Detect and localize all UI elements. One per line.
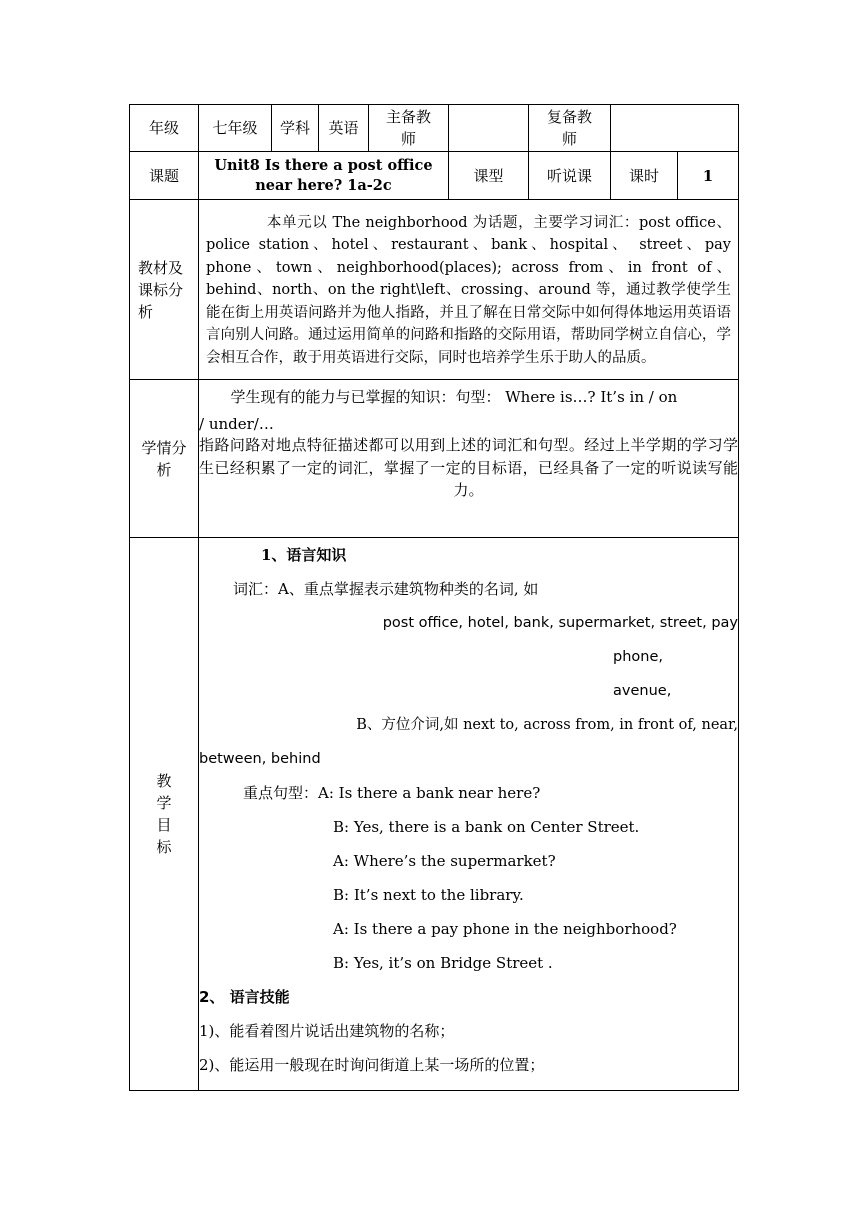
topic-row <box>130 152 739 200</box>
students-line-1: 学生现有的能力与已掌握的知识：句型： Where is…? It’s in / on <box>230 388 678 406</box>
students-row <box>130 380 739 538</box>
vocab-list-3: avenue, <box>613 683 672 699</box>
sentence-1: 重点句型：A: Is there a bank near here? <box>243 784 541 802</box>
skill-2: 2)、能运用一般现在时询问街道上某一场所的位置； <box>199 1056 545 1074</box>
materials-cell <box>199 200 739 380</box>
main-teacher-label: 主备教师 <box>369 105 449 152</box>
students-line-2: / under/… <box>199 415 274 433</box>
goals-label: 教学目标 <box>130 538 199 1091</box>
materials-label: 教材及课标分析 <box>130 200 199 380</box>
vocab-intro: 词汇：A、重点掌握表示建筑物种类的名词, 如 <box>233 580 539 598</box>
subject-value: 英语 <box>319 105 369 152</box>
vocab-list-2: phone, <box>613 649 663 665</box>
main-teacher-value <box>449 105 529 152</box>
students-cell <box>199 380 739 538</box>
period-value: 1 <box>702 166 714 185</box>
grade-label: 年级 <box>130 105 199 152</box>
sentence-4: B: It’s next to the library. <box>333 886 524 904</box>
sentence-2: B: Yes, there is a bank on Center Street. <box>333 818 640 836</box>
vocab-list-1: post office, hotel, bank, supermarket, street, pay <box>382 615 738 631</box>
header-row <box>130 105 739 152</box>
sentence-5: A: Is there a pay phone in the neighborhood? <box>333 920 677 938</box>
goals-row <box>130 538 739 1091</box>
goals-section1-title: 1、语言知识 <box>261 546 347 564</box>
goals-cell <box>199 538 739 1091</box>
review-teacher-value <box>611 105 739 152</box>
materials-text: 本单元以 The neighborhood 为话题，主要学习词汇：post office、police station、hotel、restaurant、bank、hospital、 street、pay phone、town、neighborhood(places); across from、in front of、behind、north、on the right\left、crossing、around 等，通过教学使学生能在街上用英语问路并为他人指路，并且了解在日常交际中如何得体地运用英语语言向别人问路。通过运用简单的问路和指路的交际用语，帮助同学树立自信心，学会相互合作，敢于用英语进行交际，同时也培养学生乐于助人的品质。 <box>206 214 731 366</box>
goals-section2-title: 2、 语言技能 <box>199 988 290 1006</box>
type-label: 课型 <box>449 152 529 200</box>
students-line-3: 指路问路对地点特征描述都可以用到上述的词汇和句型。经过上半学期的学习学生已经积累了一定的词汇，掌握了一定的目标语，已经具备了一定的听说读写能力。 <box>199 436 738 499</box>
type-value: 听说课 <box>529 152 611 200</box>
subject-label: 学科 <box>272 105 319 152</box>
topic-label: 课题 <box>130 152 199 200</box>
period-cell <box>611 152 739 200</box>
materials-row <box>130 200 739 380</box>
skill-1: 1)、能看着图片说话出建筑物的名称； <box>199 1022 455 1040</box>
topic-value: Unit8 Is there a post office near here? 1a-2c <box>199 152 449 200</box>
prep-line-1: B、方位介词,如 next to, across from, in front of, near, <box>356 717 738 733</box>
period-label: 课时 <box>611 152 678 199</box>
prep-line-2: between, behind <box>199 751 321 767</box>
review-teacher-label: 复备教师 <box>529 105 611 152</box>
students-label: 学情分析 <box>130 380 199 538</box>
grade-value: 七年级 <box>199 105 272 152</box>
lesson-plan-table <box>129 104 739 1091</box>
sentence-3: A: Where’s the supermarket? <box>333 852 556 870</box>
sentence-6: B: Yes, it’s on Bridge Street . <box>333 954 553 972</box>
